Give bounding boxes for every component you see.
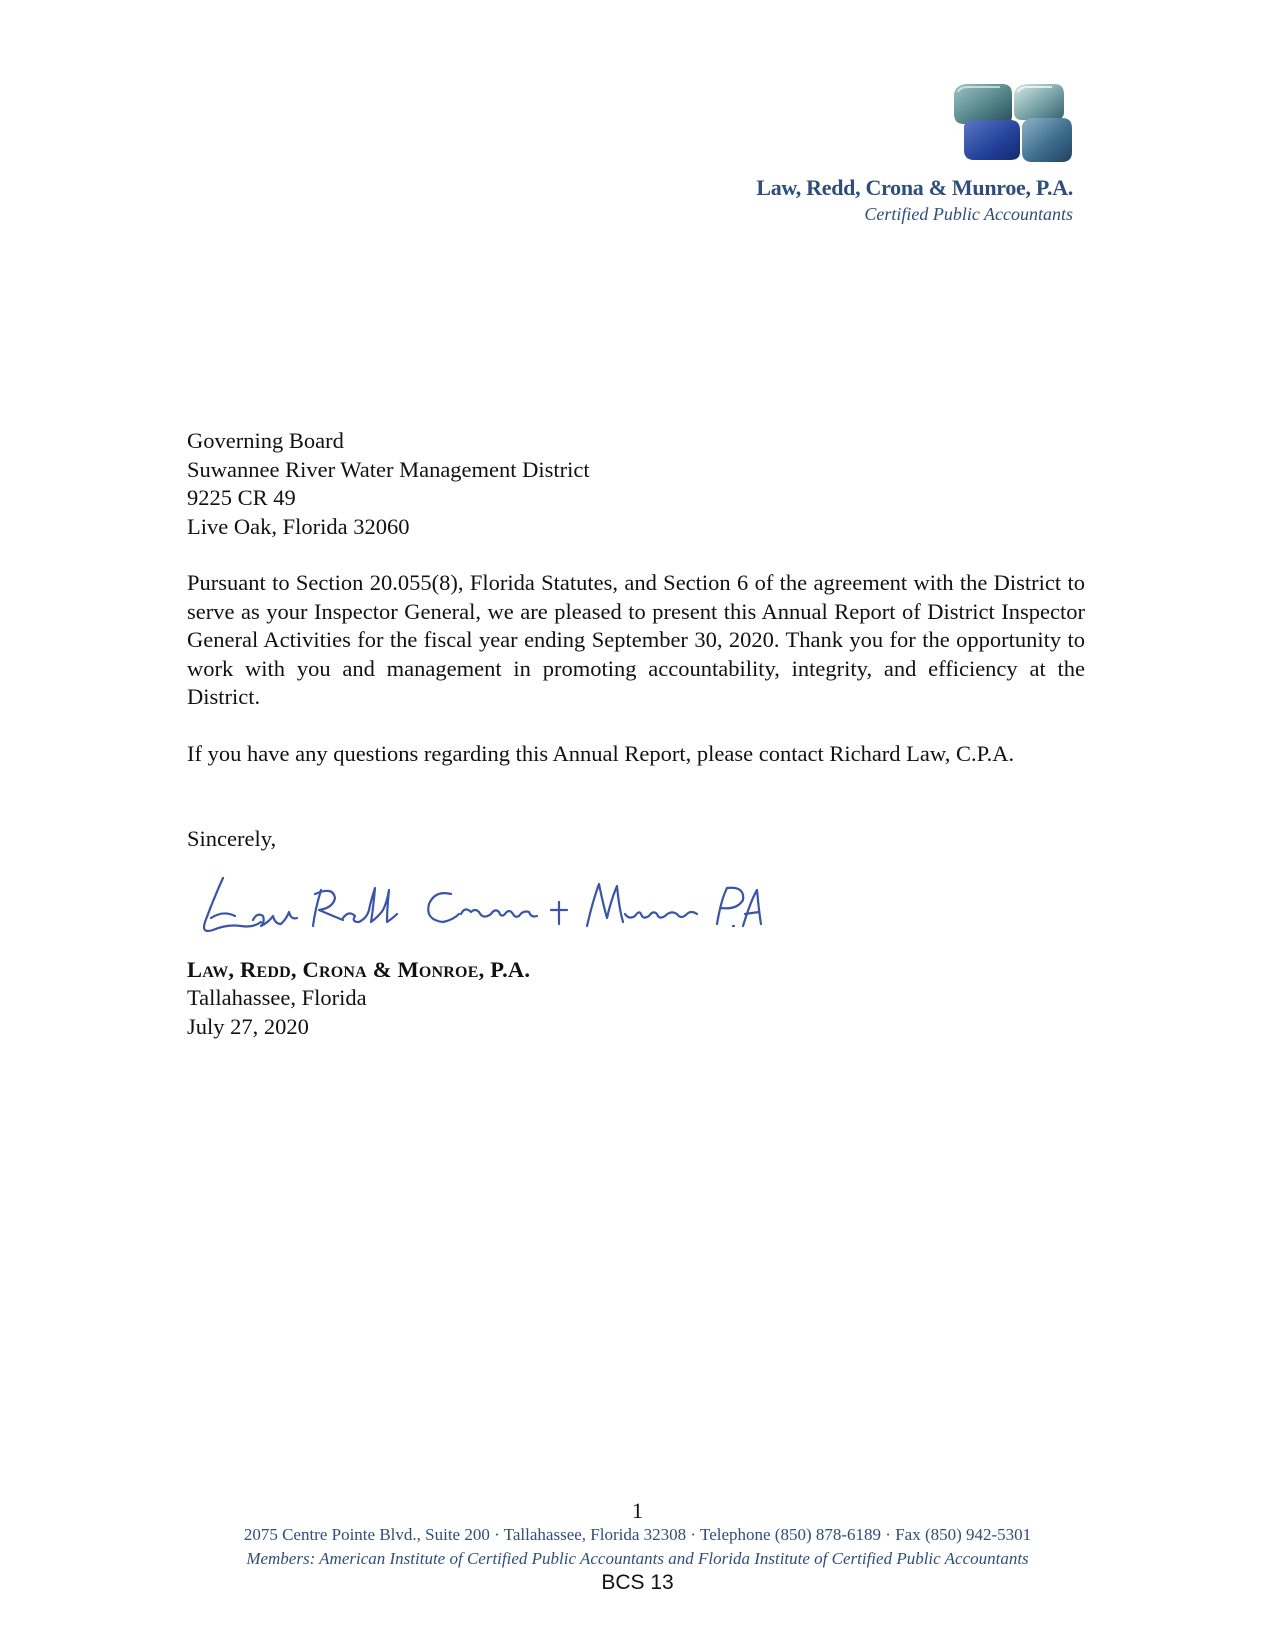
document-code: BCS 13 — [601, 1571, 674, 1594]
closing-salutation: Sincerely, — [187, 826, 277, 851]
recipient-line: Governing Board — [187, 428, 344, 453]
signature-block — [187, 956, 1085, 1042]
body-paragraph: Pursuant to Section 20.055(8), Florida Statutes, and Section 6 of the agreement with the District to serve as your Inspector General, we are pleased to present this Annual Report of District Inspector General Activities for the fiscal year ending September 30, 2020. Thank you for the opportunity to work with you and management in promoting accountability, integrity, and efficiency at the District. — [187, 570, 1085, 709]
handwritten-signature-icon — [183, 860, 763, 952]
footer-members: Members: American Institute of Certified Public Accountants and Florida Institute of Certified Public Accountants — [246, 1549, 1029, 1568]
footer-address: 2075 Centre Pointe Blvd., Suite 200 · Tallahassee, Florida 32308 · Telephone (850) 878-6189 · Fax (850) 942-5301 — [243, 1525, 1032, 1544]
recipient-line: Suwannee River Water Management District — [187, 456, 590, 482]
letter-body — [187, 427, 1085, 1041]
firm-name: Law, Redd, Crona & Munroe, P.A. — [756, 175, 1073, 200]
recipient-line: Live Oak, Florida 32060 — [187, 513, 410, 539]
page-number: 1 — [632, 1498, 643, 1523]
recipient-address — [187, 427, 1085, 541]
firm-tagline: Certified Public Accountants — [864, 204, 1073, 224]
body-paragraph: If you have any questions regarding this Annual Report, please contact Richard Law, C.P.A. — [187, 740, 1015, 766]
signer-name: Law, Redd, Crona & Monroe, P.A. — [187, 956, 531, 982]
four-blue-blocks-logo-icon — [950, 82, 1075, 164]
signer-location: Tallahassee, Florida — [187, 985, 367, 1010]
letter-date: July 27, 2020 — [187, 1013, 309, 1039]
recipient-line: 9225 CR 49 — [187, 485, 296, 510]
